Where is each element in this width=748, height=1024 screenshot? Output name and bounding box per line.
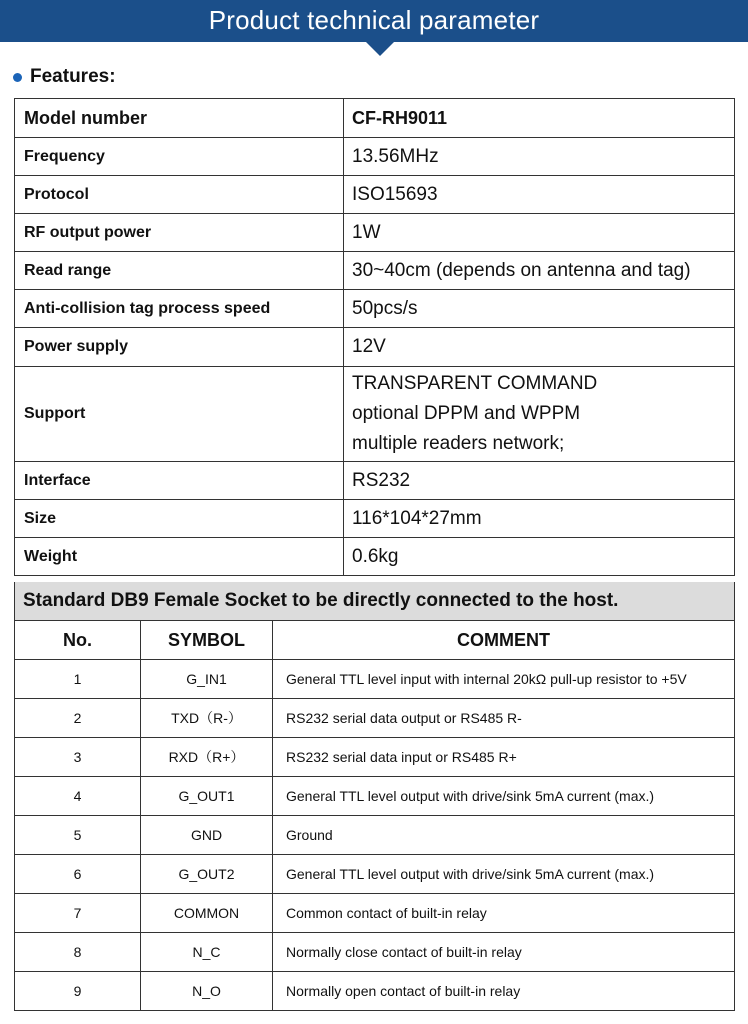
spec-key: Read range xyxy=(15,252,344,290)
pin-number: 8 xyxy=(15,933,141,972)
spec-key: Protocol xyxy=(15,176,344,214)
spec-value: CF-RH9011 xyxy=(344,99,735,138)
spec-row xyxy=(15,290,735,328)
pin-comment: Normally close contact of built-in relay xyxy=(273,933,735,972)
pin-table-header xyxy=(15,621,735,660)
page-title: Product technical parameter xyxy=(208,5,540,35)
spec-key: Anti-collision tag process speed xyxy=(15,290,344,328)
support-line: optional DPPM and WPPM xyxy=(352,403,581,424)
pin-symbol: G_IN1 xyxy=(141,660,273,699)
column-header-comment: COMMENT xyxy=(273,621,735,660)
support-line: TRANSPARENT COMMAND xyxy=(352,373,598,394)
table-row xyxy=(15,894,735,933)
pin-symbol: GND xyxy=(141,816,273,855)
spec-table xyxy=(14,98,735,576)
spec-row xyxy=(15,214,735,252)
table-row xyxy=(15,816,735,855)
spec-key: RF output power xyxy=(15,214,344,252)
pin-symbol: COMMON xyxy=(141,894,273,933)
pin-comment: Ground xyxy=(273,816,735,855)
pin-number: 9 xyxy=(15,972,141,1011)
spec-key: Weight xyxy=(15,538,344,576)
spec-key: Size xyxy=(15,500,344,538)
spec-key: Interface xyxy=(15,462,344,500)
spec-row xyxy=(15,252,735,290)
pin-comment: General TTL level input with internal 20kΩ pull-up resistor to +5V xyxy=(273,660,735,699)
spec-row xyxy=(15,328,735,367)
table-row xyxy=(15,855,735,894)
spec-value: 12V xyxy=(344,328,735,367)
support-line: multiple readers network; xyxy=(352,433,565,454)
pin-symbol: RXD（R+） xyxy=(141,738,273,777)
table-row xyxy=(15,933,735,972)
spec-value: 0.6kg xyxy=(344,538,735,576)
pin-number: 4 xyxy=(15,777,141,816)
pin-comment: General TTL level output with drive/sink 5mA current (max.) xyxy=(273,855,735,894)
pin-number: 5 xyxy=(15,816,141,855)
pin-number: 1 xyxy=(15,660,141,699)
spec-row xyxy=(15,138,735,176)
spec-row-model xyxy=(15,99,735,138)
pin-comment: Common contact of built-in relay xyxy=(273,894,735,933)
pin-comment: RS232 serial data output or RS485 R- xyxy=(273,699,735,738)
spec-value: RS232 xyxy=(344,462,735,500)
pin-symbol: G_OUT2 xyxy=(141,855,273,894)
spec-key: Power supply xyxy=(15,328,344,367)
pin-number: 7 xyxy=(15,894,141,933)
spec-value: ISO15693 xyxy=(344,176,735,214)
spec-row xyxy=(15,176,735,214)
spec-value: 1W xyxy=(344,214,735,252)
table-row xyxy=(15,972,735,1011)
pin-symbol: TXD（R-） xyxy=(141,699,273,738)
spec-value: 13.56MHz xyxy=(344,138,735,176)
spec-value: 50pcs/s xyxy=(344,290,735,328)
table-row xyxy=(15,738,735,777)
spec-value: 116*104*27mm xyxy=(344,500,735,538)
table-row xyxy=(15,660,735,699)
table-row xyxy=(15,699,735,738)
spec-key: Frequency xyxy=(15,138,344,176)
spec-key: Support xyxy=(15,367,344,462)
table-row xyxy=(15,777,735,816)
column-header-symbol: SYMBOL xyxy=(141,621,273,660)
spec-row xyxy=(15,462,735,500)
spec-value: 30~40cm (depends on antenna and tag) xyxy=(344,252,735,290)
pin-number: 6 xyxy=(15,855,141,894)
pin-comment: Normally open contact of built-in relay xyxy=(273,972,735,1011)
spec-row xyxy=(15,500,735,538)
pin-symbol: G_OUT1 xyxy=(141,777,273,816)
socket-section-title: Standard DB9 Female Socket to be directly connected to the host. xyxy=(23,590,619,611)
pin-symbol: N_O xyxy=(141,972,273,1011)
column-header-no: No. xyxy=(15,621,141,660)
bullet-dot-icon xyxy=(13,73,22,82)
features-heading xyxy=(13,64,116,90)
pin-number: 2 xyxy=(15,699,141,738)
pin-symbol: N_C xyxy=(141,933,273,972)
spec-key: Model number xyxy=(15,99,344,138)
spec-value xyxy=(344,367,735,462)
pin-number: 3 xyxy=(15,738,141,777)
spec-row-support xyxy=(15,367,735,462)
banner-pointer-icon xyxy=(366,42,394,56)
spec-row xyxy=(15,538,735,576)
features-label: Features: xyxy=(30,66,116,87)
pin-comment: RS232 serial data input or RS485 R+ xyxy=(273,738,735,777)
pin-comment: General TTL level output with drive/sink 5mA current (max.) xyxy=(273,777,735,816)
socket-section-bar xyxy=(14,582,735,620)
pin-table xyxy=(14,620,735,1011)
